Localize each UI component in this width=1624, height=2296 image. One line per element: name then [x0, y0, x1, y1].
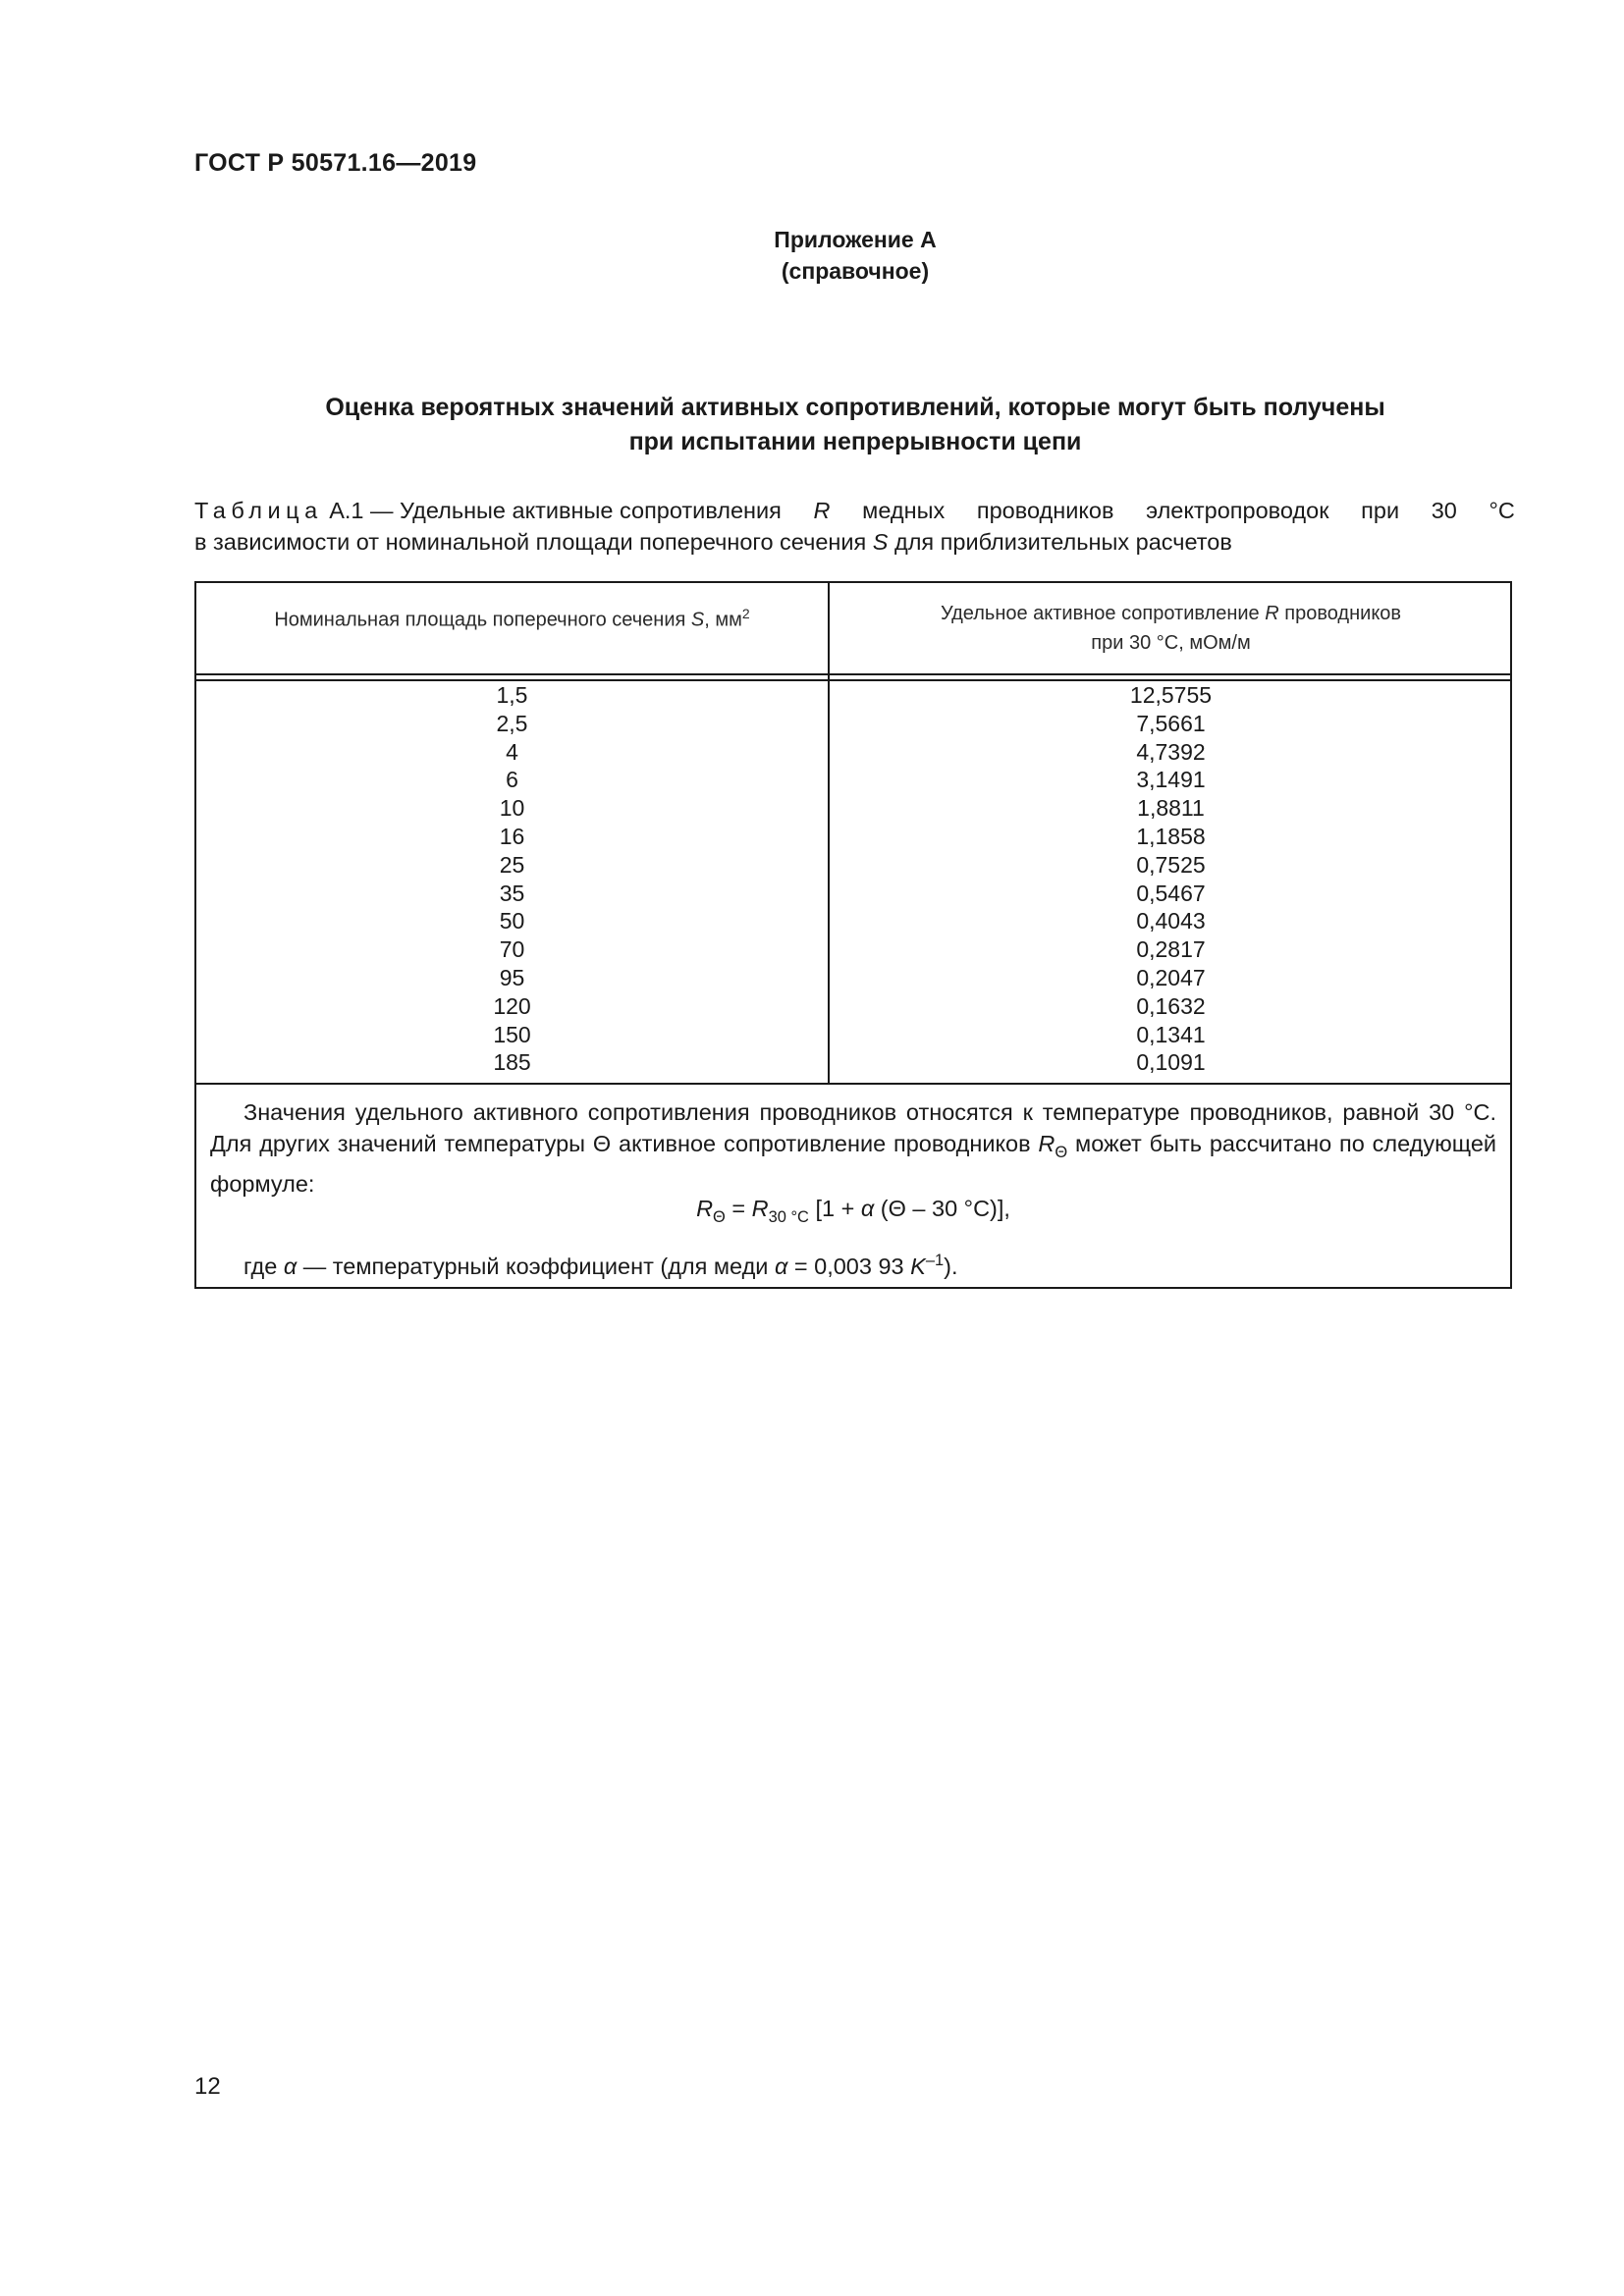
table-cell-area: 16	[499, 823, 525, 849]
resistance-table	[194, 581, 1512, 1289]
caption-label: Таблица А.1 — Удельные активные сопротивления	[194, 498, 782, 523]
table-cell-area: 1,5	[496, 682, 528, 708]
table-cell-resistance: 0,2817	[1136, 936, 1206, 963]
table-cell-area: 25	[499, 851, 525, 878]
appendix-title: Приложение А	[774, 227, 937, 252]
table-cell-area: 120	[493, 992, 531, 1019]
caption-word: электропроводок	[1146, 498, 1329, 523]
table-cell-area: 150	[493, 1021, 531, 1047]
caption-word: медных	[862, 498, 946, 523]
table-cell-area: 35	[499, 880, 525, 906]
caption-word: °С	[1489, 498, 1515, 523]
table-cell-area: 6	[506, 767, 518, 793]
section-title-line1: Оценка вероятных значений активных сопротивлений, которые могут быть получены	[325, 394, 1385, 421]
area-column	[196, 681, 828, 1077]
column-header-area: Номинальная площадь поперечного сечения S, $мм^2$	[274, 606, 750, 631]
caption-line1	[194, 495, 1515, 526]
document-code: ГОСТ Р 50571.16—2019	[194, 149, 477, 177]
table-cell-area: 50	[499, 908, 525, 934]
caption-word: 30	[1431, 498, 1457, 523]
body-divider	[196, 1083, 1510, 1085]
table-cell-resistance: 0,1341	[1136, 1021, 1206, 1047]
caption-word: при	[1361, 498, 1400, 523]
table-caption	[194, 495, 1515, 558]
column-header-resistance: Удельное активное сопротивление R проводников при 30 °С, мОм/м	[940, 603, 1402, 654]
appendix-heading	[0, 224, 1624, 287]
table-cell-resistance: 0,5467	[1136, 880, 1206, 906]
table-note: Значения удельного активного сопротивления проводников относятся к температуре проводников, равной 30 °С. Для других значений температуры Θ активное сопротивление проводников $R_\Theta$ может быть рассчитано по следующей формуле:	[210, 1099, 1497, 1197]
table-header-row	[196, 583, 1510, 673]
table-cell-resistance: 12,5755	[1129, 682, 1213, 708]
table-cell-area: 185	[493, 1049, 531, 1076]
table-cell-resistance: 3,1491	[1136, 767, 1206, 793]
appendix-kind: (справочное)	[781, 258, 930, 284]
table-cell-area: 4	[506, 738, 518, 765]
caption-line2: в зависимости от номинальной площади поперечного сечения S для приблизительных расчетов	[194, 529, 1232, 555]
table-cell-resistance: 0,1091	[1136, 1049, 1206, 1076]
formula-explanation: где α — температурный коэффициент (для меди α = 0,003 93 $K^{-1}$).	[244, 1252, 958, 1280]
table-cell-resistance: 1,8811	[1137, 795, 1205, 822]
caption-word: проводников	[976, 498, 1114, 523]
table-cell-resistance: 0,2047	[1136, 964, 1206, 990]
resistance-formula: $R_\Theta = R_{30 ^\circ С}$ [1 + α (Θ – 30 °С)],	[696, 1196, 1010, 1226]
table-cell-resistance: 0,1632	[1136, 992, 1206, 1019]
section-title	[196, 391, 1514, 459]
table-cell-resistance: 0,4043	[1136, 908, 1206, 934]
table-cell-area: 70	[499, 936, 525, 963]
table-cell-resistance: 7,5661	[1136, 710, 1206, 736]
table-cell-resistance: 0,7525	[1136, 851, 1206, 878]
resistance-column	[830, 681, 1512, 1077]
table-cell-area: 10	[499, 795, 525, 822]
section-title-line2: при испытании непрерывности цепи	[628, 428, 1082, 455]
header-divider	[196, 673, 1510, 675]
caption-var-r: R	[813, 498, 831, 523]
page-number: 12	[194, 2073, 221, 2100]
table-cell-resistance: 4,7392	[1136, 738, 1206, 765]
table-cell-area: 95	[499, 964, 525, 990]
table-cell-resistance: 1,1858	[1136, 823, 1206, 849]
table-cell-area: 2,5	[496, 710, 528, 736]
